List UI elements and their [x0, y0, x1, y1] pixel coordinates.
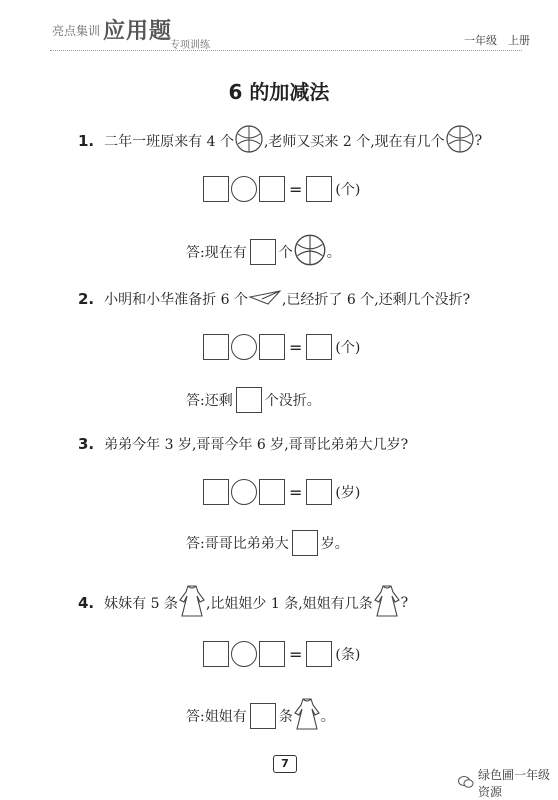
answer-box[interactable]	[203, 176, 229, 202]
operator-circle[interactable]	[231, 641, 257, 667]
equation-row-3	[203, 479, 360, 505]
answer-box[interactable]	[306, 641, 332, 667]
series-label: 亮点集训	[52, 24, 101, 38]
operator-circle[interactable]	[231, 176, 257, 202]
watermark-text: 绿色圃一年级资源	[478, 768, 551, 799]
answer-box[interactable]	[259, 479, 285, 505]
answer-box[interactable]	[250, 239, 276, 265]
answer-box[interactable]	[203, 479, 229, 505]
problem-text: 弟弟今年 3 岁,哥哥今年 6 岁,哥哥比弟弟大几岁?	[104, 437, 409, 453]
problem-text: ,老师又买来 2 个,现在有几个	[263, 134, 445, 150]
problem-text: ?	[400, 595, 409, 611]
problem-text: 妹妹有 5 条	[104, 596, 178, 612]
answer-prefix: 答:还剩	[186, 393, 233, 409]
problem-text: 二年一班原来有 4 个	[104, 134, 234, 150]
grade-label: 一年级 上册	[464, 34, 530, 47]
problem-text: ,已经折了 6 个,还剩几个没折?	[281, 292, 471, 308]
problem-text: ,比姐姐少 1 条,姐姐有几条	[205, 596, 373, 612]
problem-number: 3.	[78, 435, 95, 453]
answer-prefix: 答:哥哥比弟弟大	[186, 536, 289, 552]
basketball-icon	[234, 124, 264, 158]
equals-sign: =	[289, 482, 303, 502]
watermark	[458, 766, 558, 800]
problem-number: 1.	[78, 132, 95, 150]
problem-text: 小明和小华准备折 6 个	[104, 292, 248, 308]
answer-suffix: 个	[278, 245, 293, 261]
answer-box[interactable]	[306, 334, 332, 360]
answer-suffix: 条	[278, 709, 293, 725]
equals-sign: =	[289, 337, 303, 357]
answer-box[interactable]	[236, 387, 262, 413]
unit-label: (条)	[335, 647, 361, 663]
equation-row-2	[203, 334, 360, 360]
basketball-icon	[445, 124, 475, 158]
problem-text: ?	[474, 133, 483, 149]
book-title: 应用题	[103, 19, 173, 44]
answer-box[interactable]	[306, 479, 332, 505]
answer-box[interactable]	[203, 641, 229, 667]
operator-circle[interactable]	[231, 334, 257, 360]
dress-icon	[178, 584, 206, 622]
answer-end: 。	[326, 245, 341, 261]
unit-label: (岁)	[335, 485, 361, 501]
answer-suffix: 岁。	[320, 536, 349, 552]
answer-box[interactable]	[203, 334, 229, 360]
page-number: 7	[273, 755, 297, 773]
answer-box[interactable]	[259, 641, 285, 667]
dress-icon	[373, 584, 401, 622]
answer-box[interactable]	[250, 703, 276, 729]
answer-line-4	[186, 697, 335, 735]
answer-box[interactable]	[259, 334, 285, 360]
answer-box[interactable]	[306, 176, 332, 202]
answer-line-2	[186, 387, 321, 413]
problem-4	[78, 584, 408, 622]
problem-1	[78, 124, 482, 158]
operator-circle[interactable]	[231, 479, 257, 505]
answer-end: 。	[320, 709, 335, 725]
unit-label: (个)	[335, 340, 361, 356]
answer-prefix: 答:姐姐有	[186, 709, 247, 725]
basketball-icon	[293, 233, 327, 271]
answer-suffix: 个没折。	[264, 393, 321, 409]
answer-box[interactable]	[292, 530, 318, 556]
paper-plane-icon	[248, 288, 282, 310]
problem-number: 4.	[78, 594, 95, 612]
problem-3	[78, 434, 408, 454]
page-title: 6 的加减法	[228, 80, 330, 104]
header-divider	[50, 50, 522, 51]
problem-number: 2.	[78, 290, 95, 308]
book-subtitle: 专项训练	[170, 40, 210, 51]
problem-2	[78, 288, 470, 310]
dress-icon	[293, 697, 321, 735]
unit-label: (个)	[335, 182, 361, 198]
equation-row-1	[203, 176, 360, 202]
answer-prefix: 答:现在有	[186, 245, 247, 261]
equals-sign: =	[289, 644, 303, 664]
equation-row-4	[203, 641, 360, 667]
equals-sign: =	[289, 179, 303, 199]
answer-line-3	[186, 530, 349, 556]
answer-box[interactable]	[259, 176, 285, 202]
answer-line-1	[186, 233, 341, 271]
